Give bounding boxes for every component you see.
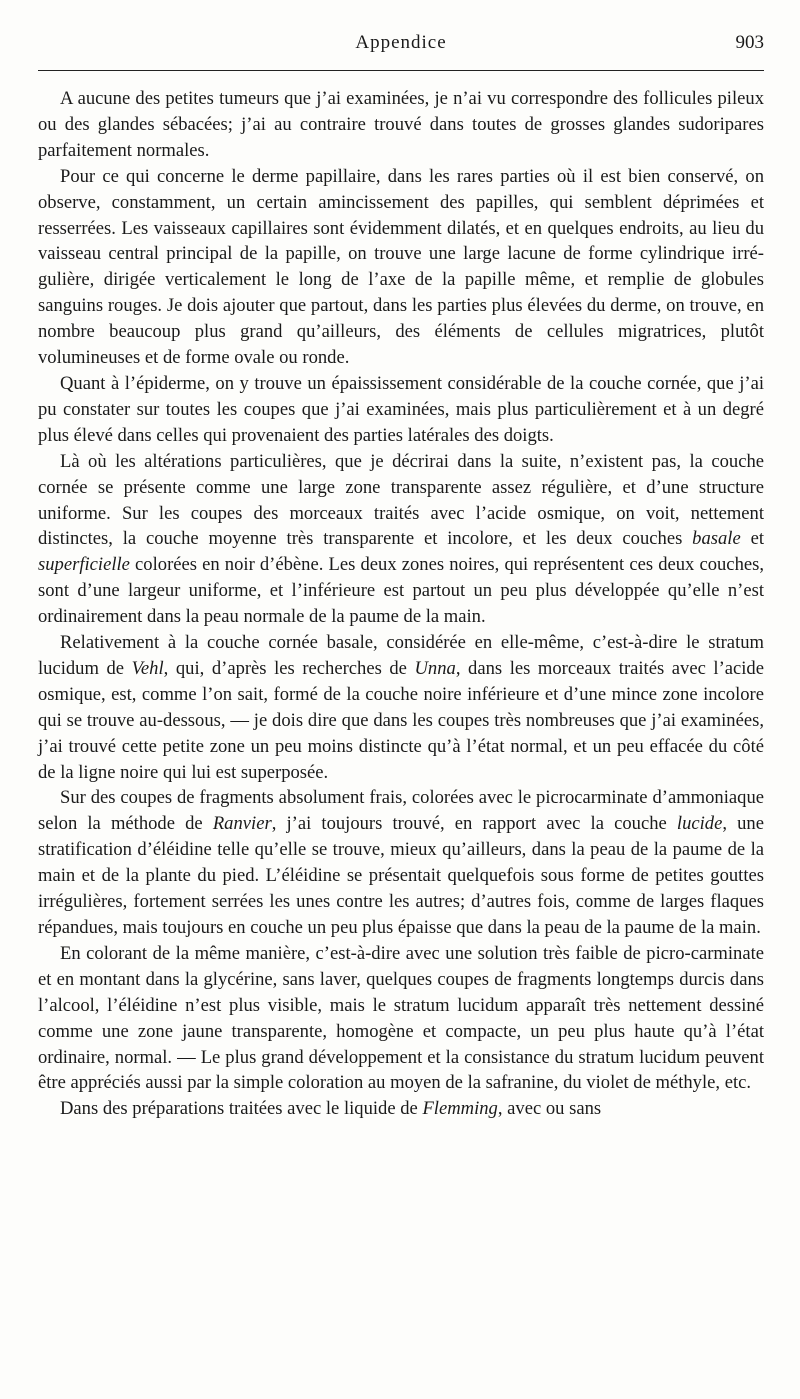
text-segment: , avec ou sans [497, 1098, 602, 1120]
text-segment: , dans les morceaux traités avec l’acide osmique, est, comme l’on sait, formé de la couche noire inférieure et d’une mince zone incolore qui se trouve au-dessous, — je dois dire que dans les coupes très nombreuses que j’ai examinées, j’ai trouvé cette petite zone un peu moins distincte qu’à l’état normal, et un peu effacée du côté de la ligne noire qui lui est superposée. [38, 657, 764, 783]
text-segment: et [740, 528, 764, 550]
italic-term: lucide [676, 813, 723, 835]
italic-term: Unna [414, 657, 456, 679]
text-segment: , j’ai toujours trouvé, en rapport avec la couche [271, 813, 677, 835]
body-text [38, 86, 764, 1122]
text-segment: Sur des coupes de fragments absolument frais, colorées avec le picrocarminate d’ammoniaque selon la méthode de [38, 787, 764, 835]
text-segment: En colorant de la même manière, c’est-à-dire avec une solution très faible de picro-carminate et en montant dans la glycérine, sans laver, quelques coupes de fragments longtemps durcis dans l’alcool, l’éléidine n’est plus visible, mais le stratum lucidum apparaît très nettement dessiné comme une zone jaune transparente, homogène et compacte, un peu plus haute qu’à l’état ordinaire, normal. — Le plus grand développement et la consistance du stratum lucidum peuvent être appréciés aussi par la simple coloration au moyen de la safranine, du violet de méthyle, etc. [38, 942, 764, 1094]
header-rule [38, 70, 764, 71]
text-segment: Là où les altérations particulières, que je décrirai dans la suite, n’existent pas, la couche cornée se présente comme une large zone transparente assez régulière, et d’une structure uniforme. Sur les coupes des morceaux traités avec l’acide osmique, on voit, nettement distinctes, la couche moyenne très transparente et incolore, et les deux couches [38, 450, 764, 550]
page-number: 903 [735, 32, 764, 53]
italic-term: Ranvier [212, 813, 272, 835]
text-segment: Quant à l’épiderme, on y trouve un épaississement considérable de la couche cornée, que j’ai pu constater sur toutes les coupes que j’ai examinées, mais plus particulièrement et à un degré plus élevé dans celles qui provenaient des parties latérales des doigts. [38, 372, 764, 446]
paragraph [38, 371, 764, 449]
text-segment: Dans des préparations traitées avec le liquide de [60, 1098, 423, 1120]
paragraph [38, 86, 764, 164]
paragraph [38, 941, 764, 1096]
italic-term: superficielle [38, 554, 130, 576]
italic-term: Flemming [422, 1098, 498, 1120]
running-title: Appendice [355, 32, 447, 53]
paragraph [38, 164, 764, 371]
text-segment: , qui, d’après les recherches de [163, 657, 415, 679]
paragraph [38, 785, 764, 940]
running-head [38, 28, 764, 58]
text-segment: colorées en noir d’ébène. Les deux zones noires, qui représentent ces deux couches, sont d’une largeur uniforme, et l’inférieure est partout un peu plus développée qu’elle n’est ordinairement dans la peau normale de la paume de la main. [38, 554, 764, 628]
paragraph [38, 449, 764, 630]
paragraph [38, 630, 764, 785]
italic-term: basale [692, 528, 741, 550]
text-segment: A aucune des petites tumeurs que j’ai examinées, je n’ai vu correspondre des follicules pileux ou des glandes sébacées; j’ai au contraire trouvé dans toutes de grosses glandes sudoripares parfaitement normales. [38, 88, 764, 161]
text-segment: Pour ce qui concerne le derme papillaire, dans les rares parties où il est bien conservé, on observe, constamment, un certain amincissement des papilles, qui semblent déprimées et resserrées. Les vaisseaux capillaires sont évidemment dilatés, et en quelques endroits, au lieu du vaisseau central principal de la papille, on trouve une large lacune de forme cylindrique irrégulière, dirigée verticalement le long de l’axe de la papille même, et remplie de globules sanguins rouges. Je dois ajouter que partout, dans les parties plus élevées du derme, on trouve, en nombre beaucoup plus grand qu’ailleurs, des éléments de cellules migratrices, plutôt volumineuses et de forme ovale ou ronde. [38, 165, 764, 369]
text-segment: , une stratification d’éléidine telle qu’elle se trouve, mieux qu’ailleurs, dans la peau de la paume de la main et de la plante du pied. L’éléidine se présentait quelquefois sous forme de petites gouttes irrégulières, fortement serrées les unes contre les autres; d’autres fois, comme de larges flaques répandues, mais toujours en couche un peu plus épaisse que dans la peau de la paume de la main. [38, 813, 764, 938]
text-segment: Relativement à la couche cornée basale, considérée en elle-même, c’est-à-dire le stratum lucidum de [38, 632, 764, 679]
paragraph [38, 1096, 764, 1122]
italic-term: Vehl [131, 657, 164, 679]
